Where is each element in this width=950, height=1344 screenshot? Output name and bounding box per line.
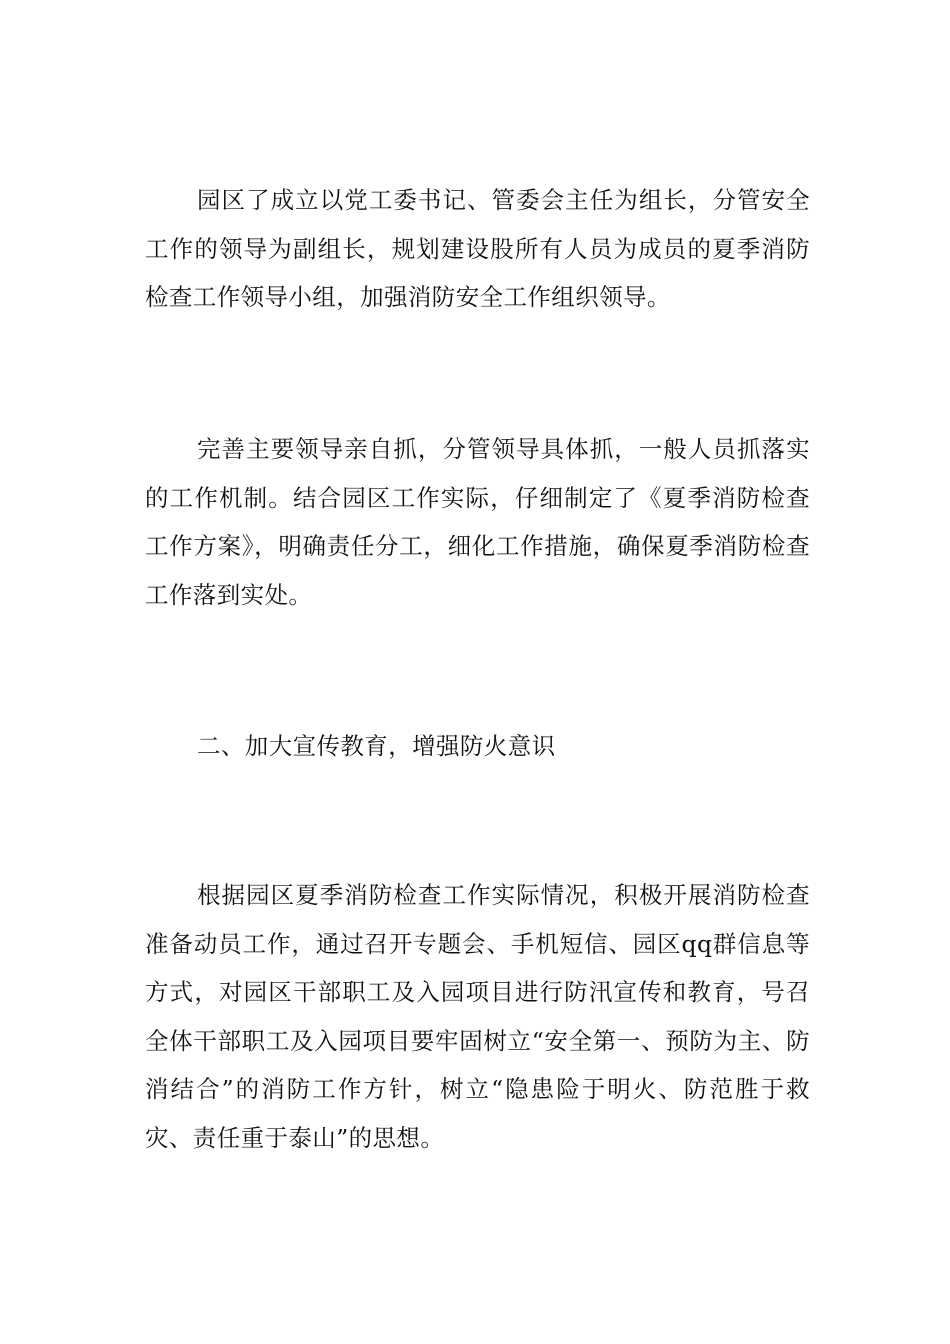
paragraph-work-mechanism: 完善主要领导亲自抓，分管领导具体抓，一般人员抓落实的工作机制。结合园区工作实际，仔细制定了《夏季消防检查工作方案》，明确责任分工，细化工作措施，确保夏季消防检查工作落到实处。: [145, 435, 810, 609]
paragraph-leadership-group: 园区了成立以党工委书记、管委会主任为组长，分管安全工作的领导为副组长，规划建设股所有人员为成员的夏季消防检查工作领导小组，加强消防安全工作组织领导。: [145, 186, 810, 311]
section-heading-publicity: 二、加大宣传教育，增强防火意识: [197, 732, 556, 760]
paragraph-publicity-education: 根据园区夏季消防检查工作实际情况，积极开展消防检查准备动员工作，通过召开专题会、手机短信、园区qq群信息等方式，对园区干部职工及入园项目进行防汛宣传和教育，号召全体干部职工及入园项目要牢固树立“安全第一、预防为主、防消结合”的消防工作方针，树立“隐患险于明火、防范胜于救灾、责任重于泰山”的思想。: [145, 881, 810, 1152]
